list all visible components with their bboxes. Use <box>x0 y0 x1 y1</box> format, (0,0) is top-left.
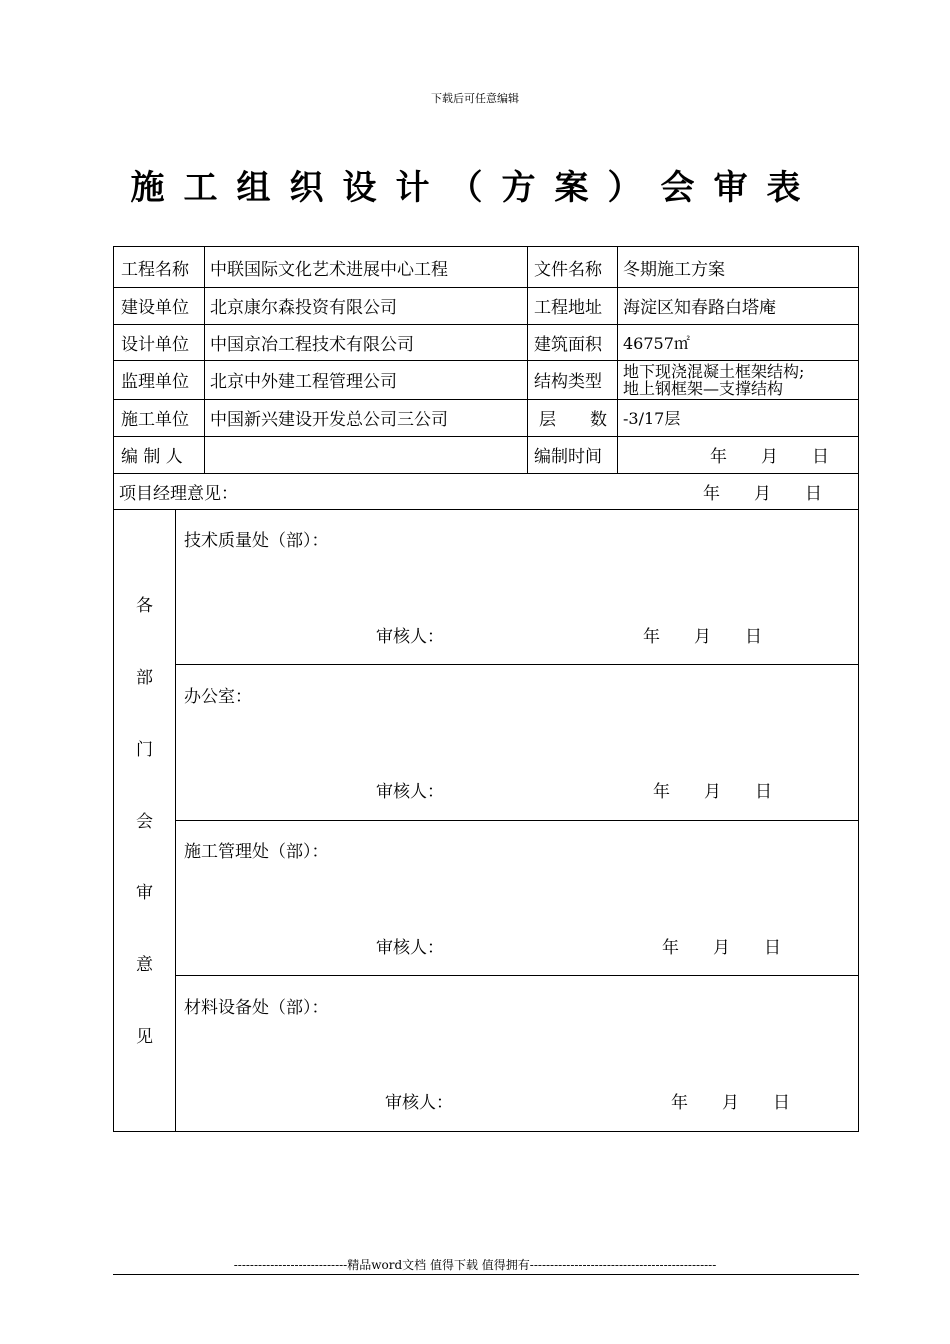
label-compile-time: 编制时间 <box>534 447 602 467</box>
value-structure-type <box>617 360 858 399</box>
label-pm-opinion: 项目经理意见： <box>119 483 238 504</box>
review-form-table <box>113 246 859 1132</box>
header-note: 下载后可任意编辑 <box>431 92 519 105</box>
label-area: 建筑面积 <box>534 334 602 355</box>
dept-label-char: 门 <box>136 740 153 760</box>
label-compiler: 编 制 人 <box>121 447 183 467</box>
label-supervisor: 监理单位 <box>121 372 189 392</box>
footer-line <box>113 1274 859 1275</box>
dept-review-label <box>114 511 175 1131</box>
section-divider <box>175 975 858 976</box>
section-divider <box>175 664 858 665</box>
value-project-name: 中联国际文化艺术进展中心工程 <box>210 259 448 280</box>
section-office-reviewer: 审核人： <box>376 782 444 802</box>
section-materials-reviewer: 审核人： <box>385 1093 453 1113</box>
label-file-name: 文件名称 <box>534 259 602 280</box>
value-designer: 中国京冶工程技术有限公司 <box>210 334 414 355</box>
section-divider <box>175 820 858 821</box>
label-designer: 设计单位 <box>121 334 189 355</box>
value-floors: -3/17层 <box>623 409 681 428</box>
col-divider <box>175 509 176 1131</box>
section-construction-mgmt-title: 施工管理处（部）： <box>184 842 329 862</box>
dept-label-char: 审 <box>136 883 153 903</box>
value-compiler[interactable] <box>204 436 527 473</box>
row-divider <box>114 509 858 510</box>
dept-label-char: 见 <box>136 1027 153 1047</box>
value-supervisor: 北京中外建工程管理公司 <box>210 372 397 392</box>
section-office-title: 办公室： <box>184 687 252 707</box>
section-tech-quality-date[interactable]: 年 月 日 <box>643 627 762 647</box>
pm-opinion-date[interactable]: 年 月 日 <box>703 483 822 504</box>
value-contractor: 中国新兴建设开发总公司三公司 <box>210 410 448 430</box>
value-address: 海淀区知春路白塔庵 <box>623 298 776 318</box>
section-tech-quality-title: 技术质量处（部）： <box>184 531 329 551</box>
label-builder: 建设单位 <box>121 298 189 318</box>
value-file-name: 冬期施工方案 <box>623 259 725 280</box>
section-construction-mgmt-reviewer: 审核人： <box>376 938 444 958</box>
section-office-date[interactable]: 年 月 日 <box>653 782 772 802</box>
dept-label-char: 各 <box>136 596 153 616</box>
section-materials-title: 材料设备处（部）： <box>184 998 329 1018</box>
section-materials-date[interactable]: 年 月 日 <box>671 1093 790 1113</box>
label-project-name: 工程名称 <box>121 259 189 280</box>
value-area: 46757㎡ <box>623 333 690 353</box>
dept-label-char: 会 <box>136 812 153 832</box>
label-contractor: 施工单位 <box>121 410 189 430</box>
structure-line-2: 地上钢框架—支撑结构 <box>623 378 784 398</box>
footer-text: ----------------------------精品word文档 值得下载 值得拥有---------------------------------------------- <box>233 1258 717 1272</box>
label-structure-type: 结构类型 <box>534 372 602 392</box>
value-compile-date[interactable]: 年 月 日 <box>710 447 829 467</box>
section-construction-mgmt-date[interactable]: 年 月 日 <box>662 938 781 958</box>
structure-line-1: 地下现浇混凝土框架结构; <box>623 361 805 381</box>
dept-label-char: 意 <box>136 955 153 975</box>
value-builder: 北京康尔森投资有限公司 <box>210 298 397 318</box>
label-floors: 层 数 <box>539 410 607 430</box>
section-tech-quality-reviewer: 审核人： <box>376 627 444 647</box>
page-title: 施工组织设计（方案）会审表 <box>130 168 820 208</box>
label-address: 工程地址 <box>534 298 602 318</box>
dept-label-char: 部 <box>136 668 153 688</box>
